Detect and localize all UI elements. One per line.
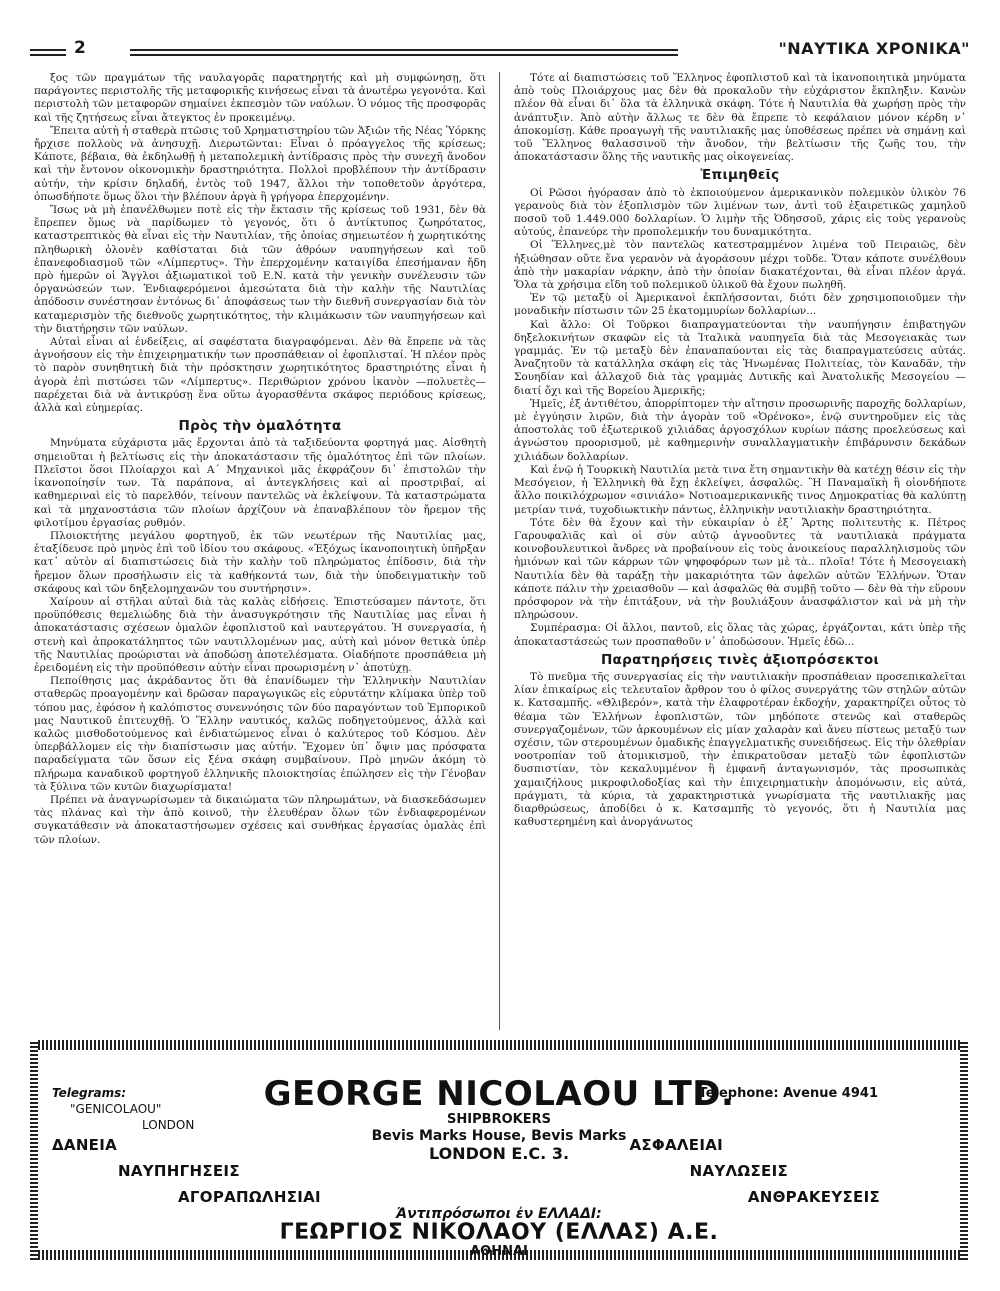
column-divider xyxy=(499,72,500,1030)
company-role: SHIPBROKERS xyxy=(447,1112,551,1127)
paragraph: Καὶ ἄλλο: Οἱ Τοῦρκοι διαπραγματεύονται τὴν ναυπήγησιν ἐπιβατηγῶν δηξελοκινήτων σκαφῶν εἰς τὰ Ἰταλικὰ ναυπηγεῖα διὰ τὰς Μεσογειακὰς των γραμμάς. Ἐν τῷ μεταξὺ δὲν ἐπαναπαύονται εἰς τὰς διαπραγματεύσεις αὐτάς. Ἀναζητοῦν τὰ κατάλληλα σκάφη εἰς τὰς Ἡνωμένας Πολιτείας, τὸν Καναδᾶν, τὴν Σουηδίαν καὶ ἀλλαχοῦ διὰ τὰς γραμμὰς Δυτικῆς καὶ Ἀνατολικῆς Μεσογείου — διατί ὄχι καὶ τῆς Βορείου Ἀμερικῆς; xyxy=(514,318,966,397)
paragraph: Μηνύματα εὐχάριστα μᾶς ἔρχονται ἀπὸ τὰ ταξιδεύοντα φορτηγά μας. Αἰσθητὴ σημειοῦται ἡ βελτίωσις εἰς τὴν ἀποκατάστασιν τῆς ὁμαλότητος ἐπὶ τῶν πλοίων. Πλεῖστοι ὅσοι Πλοίαρχοι καὶ Α΄ Μηχανικοὶ μᾶς ἐκφράζουν δι᾿ ἐπιστολῶν τὴν ἱκανοποίησίν των. Τὰ παράπονα, αἱ ἀντεγκλήσεις καὶ αἱ προστριβαί, αἱ καθημεριναὶ εἰς τὸ παρελθόν, τείνουν παντελῶς νὰ ἐκλείψουν. Τὰ καταστρώματα καὶ τὰ μηχανοστάσια τῶν πλοίων ἀρχίζουν νὰ ἐπαναβλέπουν τὸν ἤρεμον τῆς φιλοτίμου ἐργασίας ρυθμόν. xyxy=(34,437,486,529)
paragraph: Πρέπει νὰ ἀναγνωρίσωμεν τὰ δικαιώματα τῶν πληρωμάτων, νὰ διασκεδάσωμεν τὰς πλάνας καὶ τὴν ἀπὸ κοινοῦ, τὴν ἐλευθέραν ὅλων τῶν ἐνδιαφερομένων συγκατάθεσιν νὰ ἀποκαταστήσωμεν σχέσεις καὶ συνθήκας ἐργασίας ὁμαλὰς ἐπὶ τῶν πλοίων. xyxy=(34,793,486,846)
telegrams-address: "GENICOLAOU" xyxy=(70,1102,162,1116)
shipbroker-advertisement xyxy=(30,1040,968,1260)
company-name: GEORGE NICOLAOU LTD. xyxy=(263,1074,735,1114)
ad-border-top xyxy=(30,1040,968,1050)
service-right: ΑΝΘΡΑΚΕΥΣΕΙΣ xyxy=(747,1188,880,1206)
paragraph: Τὸ πνεῦμα τῆς συνεργασίας εἰς τὴν ναυτιλιακὴν προσπάθειαν προσεπικαλεῖται λίαν ἐπικαίρως εἰς τελευταῖον ἄρθρον του ὁ φίλος συνεργάτης τῶν στηλῶν αὐτῶν κ. Κατσαμπῆς. «Θλιβερόν», κατὰ τὴν ἐλαφροτέραν ἐκδοχήν, χαρακτηρίζει οὗτος τὸ θέαμα τῶν Ἑλλήνων ἐφοπλιστῶν, τῶν μηδόποτε στενῶς καὶ σταθερῶς συνεργαζομένων, τῶν ἀρκουμένων εἰς μίαν χαλαρὰν καὶ ἄνευ πίστεως μεταξύ των σχέσιν, τῶν στερουμένων ὁμαδικῆς ἐπαγγελματικῆς συνειδήσεως. Εἰς τὴν ὀλεθρίαν νοοτροπίαν τοῦ ἀτομικισμοῦ, τὴν ἐπικρατοῦσαν μεταξὺ τῶν ἐφοπλιστῶν δυσπιστίαν, τὸν κεκαλυμμένον ἢ ἐμφανῆ ἀνταγωνισμόν, τὰς προσωπικὰς χαμαιζήλους μικροφιλοδοξίας καὶ τὴν ἐπιχειρηματικὴν ἀπομόνωσιν, εἰς αὐτά, πράγματι, τὰ κύρια, τὰ χαρακτηριστικὰ γνωρίσματα τῆς ναυτιλιακῆς μας διαρθρώσεως, ἀποδίδει ὁ κ. Κατσαμπῆς τὸ γεγονός, ὅτι ἡ Ναυτιλία μας καθυστερημένη καὶ ἀνοργάνωτος xyxy=(514,670,966,829)
paragraph: Οἱ Ρῶσοι ἠγόρασαν ἀπὸ τὸ ἐκποιούμενον ἀμερικανικὸν πολεμικὸν ὑλικὸν 76 γερανοὺς διὰ τὸν ἐξοπλισμὸν τῶν λιμένων των, ἀντὶ τοῦ ἐξαιρετικῶς χαμηλοῦ ποσοῦ τοῦ 1.449.000 δολλαρίων. Ὁ λιμὴν τῆς Ὀδησσοῦ, χάρις εἰς τοὺς γερανοὺς αὐτούς, ἐπανεύρε τὴν προπολεμικήν του δυναμικότητα. xyxy=(514,186,966,239)
service-left: ΑΓΟΡΑΠΩΛΗΣΙΑΙ xyxy=(178,1188,321,1206)
paragraph: ξος τῶν πραγμάτων τῆς ναυλαγορᾶς παρατηρητής καὶ μὴ συμφώνησῃ, ὅτι παράγοντες περιστολῆς τῆς μεταφορικῆς κινήσεως εἶναι τὰ ἀνωτέρω γεγονότα. Καὶ περιστολὴ τῶν μεταφορῶν σημαίνει ἐκπεσμὸν τῶν ναύλων. Ὁ νόμος τῆς προσφορᾶς καὶ τῆς ζητήσεως εἶναι ἄτεγκτος ἐν προκειμένῳ. xyxy=(34,72,486,124)
paragraph: Αὐταὶ εἶναι αἱ ἐνδείξεις, αἱ σαφέστατα διαγραφόμεναι. Δὲν θὰ ἔπρεπε νὰ τὰς ἀγνοήσουν εἰς τὴν ἐπιχειρηματικήν των προσπάθειαν οἱ ἐφοπλισταί. Ἡ πλέον πρὸς τὸ παρὸν συνηθητικὴ διὰ τὴν πρόσκτησιν χωρητικότητος δραστηριότης εἶναι ἡ ἀγορὰ ἐπὶ πιστώσει τῶν «Λίμπερτυς». Περιθώριον χρόνου ἱκανὸν —πολυετὲς— παρέχεται διὰ νὰ ἀντικρύσῃ ἕνα οὕτω ἀγορασθέντα σκάφος περιόδους κρίσεως, ἀλλὰ καὶ εὐημερίας. xyxy=(34,336,486,415)
section-heading: Ἐπιμηθεῖς xyxy=(700,167,780,184)
greek-company-name: ΓΕΩΡΓΙΟΣ ΝΙΚΟΛΑΟΥ (ΕΛΛΑΣ) Α.Ε. xyxy=(279,1220,719,1245)
page-number: 2 xyxy=(74,38,86,58)
service-left: ΔΑΝΕΙΑ xyxy=(52,1136,118,1154)
representatives-heading: Ἀντιπρόσωποι ἐν ΕΛΛΑΔΙ: xyxy=(396,1206,602,1222)
paragraph: Ἴσως νὰ μὴ ἐπανέλθωμεν ποτὲ εἰς τὴν ἔκτασιν τῆς κρίσεως τοῦ 1931, δὲν θὰ ἔπρεπεν ὅμως νὰ παρίδωμεν τὸ γεγονός, ὅτι ὁ ἀντίκτυπος ζωηρότατος, καταστρεπτικὸς θὰ εἶναι εἰς τὴν Ναυτιλίαν, τῆς ὁποίας σημειωτέον ἡ χωρητικότης πληθωρικὴ ὁλονὲν καθίσταται διὰ τῶν ἀθρόων ναυπηγήσεων καὶ τοῦ ἐπανεφοδιασμοῦ τῶν «Λίμπερτυς». Τὴν ἐπερχομένην καταιγίδα ἐπεσήμαναν ἤδη πρὸ ἡμερῶν οἱ Ἄγγλοι ἀξιωματικοὶ τοῦ Ε.Ν. κατὰ τὴν γενικὴν συνέλευσιν τῶν ὀργανώσεών των. Ἐνδιαφερόμενοι ἀμεσώτατα διὰ τὴν καλὴν τῆς Ναυτιλίας ἀπόδοσιν συνέστησαν ἐντόνως δι᾿ ἀποφάσεως των τὴν διεθνῆ συνεργασίαν διὰ τὸν καταμερισμὸν τῆς διεθνοῦς χωρητικότητος, τὴν κλιμάκωσιν τῶν ναυπηγήσεων καὶ τὴν διατήρησιν τῶν ναύλων. xyxy=(34,204,486,335)
service-right: ΑΣΦΑΛΕΙΑΙ xyxy=(629,1136,723,1154)
company-city: LONDON E.C. 3. xyxy=(428,1144,570,1163)
section-heading: Πρὸς τὴν ὁμαλότητα xyxy=(178,418,342,435)
masthead-name: "ΝΑΥΤΙΚΑ ΧΡΟΝΙΚΑ" xyxy=(778,39,970,58)
paragraph: Τότε αἱ διαπιστώσεις τοῦ Ἕλληνος ἐφοπλιστοῦ καὶ τὰ ἱκανοποιητικὰ μηνύματα ἀπὸ τοὺς Πλοιάρχους μας δὲν θὰ προκαλοῦν τὴν εὐχάριστον ἔκπληξιν. Κανὼν πλέον θὰ εἶναι δι᾿ ὅλα τὰ ἑλληνικὰ σκάφη. Τότε ἡ Ναυτιλία θὰ χωρήσῃ πρὸς τὴν ἀνάπτυξιν. Ἀπὸ αὐτὴν ἄλλως τε δὲν θὰ ἔπρεπε τὸ κεφάλαιον μόνον κέρδη ν᾿ ἀποκομίσῃ. Κάθε προαγωγὴ τῆς ναυτιλιακῆς μας ὑποθέσεως πρέπει νὰ σημάνῃ καὶ τοῦ Ἕλληνος θαλασσινοῦ τὴν ἄνοδον, τὴν βελτίωσιν τῆς ζωῆς του, τὴν ἀποκατάστασιν ὅλης τῆς ναυτικῆς μας οἰκογενείας. xyxy=(514,72,966,164)
paragraph: Πλοιοκτήτης μεγάλου φορτηγοῦ, ἐκ τῶν νεωτέρων τῆς Ναυτιλίας μας, ἐταξίδευσε πρὸ μηνὸς ἐπὶ τοῦ ἰδίου του σκάφους. «Ἐξόχως ἱκανοποιητικὴ ὑπῆρξαν κατ᾿ αὐτὸν αἱ διαπιστώσεις διὰ τὴν καλὴν τοῦ πληρώματος ἐπίδοσιν, διὰ τὴν ἤρεμον ὅλων προσήλωσιν εἰς τὰ καθήκοντά των, διὰ τὴν ὑποδειγματικὴν τοῦ σκάφους καὶ τῶν δηξελομηχανῶν του συντήρησιν». xyxy=(34,529,486,595)
paragraph: Ἐν τῷ μεταξὺ οἱ Ἀμερικανοὶ ἐκπλήσσονται, διότι δὲν χρησιμοποιοῦμεν τὴν μοναδικὴν πίστωσιν τῶν 25 ἑκατομμυρίων δολλαρίων... xyxy=(514,292,966,318)
greek-company-city: ΑΘΗΝΑΙ xyxy=(470,1244,528,1259)
right-column xyxy=(514,72,966,1032)
paragraph: Χαίρουν αἱ στῆλαι αὐταὶ διὰ τὰς καλὰς εἰδήσεις. Ἐπιστεύσαμεν πάντοτε, ὅτι προϋπόθεσις θεμελιώδης διὰ τὴν ἀνασυγκρότησιν τῆς Ναυτιλίας μας εἶναι ἡ ἀποκατάστασις σχέσεων ὁμαλῶν ἐφοπλιστοῦ καὶ ναυτεργάτου. Ἡ συνεργασία, ἡ στενὴ καὶ ἀπροκατάληπτος τῶν ναυτιλλομένων μας, αὐτὴ καὶ μόνον θετικὰ ὑπὲρ τῆς Ναυτιλίας προώρισται νὰ ἀποδώσῃ ἀποτελέσματα. Οἱαδήποτε προσπάθεια μὴ ἐρειδομένη εἰς τὴν προϋπόθεσιν αὐτὴν εἶναι προωρισμένη ν᾿ ἀποτύχῃ. xyxy=(34,595,486,674)
page-header xyxy=(30,40,970,64)
left-column xyxy=(34,72,486,1032)
telegrams-label: Telegrams: xyxy=(52,1086,127,1100)
article-columns xyxy=(34,72,966,1032)
paragraph: Ἡμεῖς, ἐξ ἀντιθέτου, ἀπορρίπτομεν τὴν αἴτησιν προσωρινῆς παροχῆς δολλαρίων, μὲ ἐγγύησιν λιρῶν, διὰ τὴν ἀγορὰν τοῦ «Ὀρένοκο», ἐνῷ συντηροῦμεν εἰς τὰς ἀποστολὰς τοῦ ἐξωτερικοῦ χιλιάδας ἀργοσχόλων κυρίων πάσης προελεύσεως καὶ ἀγνώστου προορισμοῦ, μὲ καθημερινὴν συναλλαγματικὴν ἐπιβάρυνσιν δεκάδων χιλιάδων δολλαρίων. xyxy=(514,397,966,463)
service-left: ΝΑΥΠΗΓΗΣΕΙΣ xyxy=(118,1162,240,1180)
paragraph: Πεποίθησις μας ἀκράδαντος ὅτι θὰ ἐπανίδωμεν τὴν Ἑλληνικὴν Ναυτιλίαν σταθερῶς προαγομένην καὶ δρῶσαν παραγωγικῶς εἰς εὐρυτάτην κλίμακα ὑπὲρ τοῦ τόπου μας, ἐφόσον ἡ καλόπιστος συνεννόησις τῶν δύο παραγόντων τοῦ Ἐμπορικοῦ μας Ναυτικοῦ ἐπιτευχθῇ. Ὁ Ἕλλην ναυτικός, καλῶς ποδηγετούμενος, ἀλλὰ καὶ καλῶς μισθοδοτούμενος καὶ ἐνδιατώμενος εἶναι ὁ καλύτερος τοῦ Κόσμου. Δὲν ὑπερβάλλομεν εἰς τὴν διαπίστωσιν μας αὐτήν. Ἔχομεν ὑπ᾿ ὄψιν μας πρόσφατα παραδείγματα τῶν ὅσων εἰς ξένα σκάφη συμβαίνουν. Πρὸ μηνῶν ἀκόμη τὸ πλήρωμα καναδικοῦ φορτηγοῦ ἑλληνικῆς πλοιοκτησίας ἐπώλησεν εἰς τὴν Γένοβαν τὰ ξύλινα τῶν κυτῶν διαχωρίσματα! xyxy=(34,675,486,793)
header-rule-right xyxy=(130,49,678,56)
paragraph: Συμπέρασμα: Οἱ ἄλλοι, παντοῦ, εἰς ὅλας τὰς χώρας, ἐργάζονται, κάτι ὑπὲρ τῆς ἀποκαταστάσεώς των προσπαθοῦν ν᾿ ἀποδώσουν. Ἡμεῖς ἐδῶ... xyxy=(514,622,966,648)
service-right: ΝΑΥΛΩΣΕΙΣ xyxy=(689,1162,788,1180)
paragraph: Οἱ Ἕλληνες,μὲ τὸν παντελῶς κατεστραμμένον λιμένα τοῦ Πειραιῶς, δὲν ἠξιώθησαν οὔτε ἕνα γερανὸν νὰ ἀγοράσουν μέχρι τοῦδε. Ὅταν κάποτε συνέλθουν ἀπὸ τὴν μακαρίαν νάρκην, ἀπὸ τὴν ὁποίαν διακατέχονται, θὰ εἶναι πλέον ἀργά. Ὅλα τὰ χρήσιμα εἴδη τοῦ πολεμικοῦ ὑλικοῦ θὰ ἔχουν πωληθῆ. xyxy=(514,239,966,292)
section-heading: Παρατηρήσεις τινὲς ἀξιοπρόσεκτοι xyxy=(600,651,880,668)
telephone: Telephone: Avenue 4941 xyxy=(698,1086,878,1101)
telegrams-city: LONDON xyxy=(142,1118,195,1132)
header-rule-left xyxy=(30,49,66,56)
company-address: Bevis Marks House, Bevis Marks xyxy=(371,1128,627,1144)
paragraph: Τότε δὲν θὰ ἔχουν καὶ τὴν εὐκαιρίαν ὁ ἐξ᾿ Ἄρτης πολιτευτὴς κ. Πέτρος Γαρουφαλιᾶς καὶ οἱ σὺν αὐτῷ ἀγνοοῦντες τὰ ναυτιλιακὰ πράγματα κοινοβουλευτικοὶ ἄνδρες νὰ προβαίνουν εἰς τοὺς ἀνοικείους παραλληλισμοὺς τῶν ἡμιόνων καὶ τῶν κάρρων τῶν ψηφοφόρων των μὲ τὰ.. πλοῖα! Τότε ἡ Μεσογειακὴ Ναυτιλία δὲν θὰ ταράξῃ τὴν μακαριότητα τῶν ἀφελῶν αὐτῶν Ἑλλήνων. Ὅταν κάποτε πάλιν τὴν χρειασθοῦν — καὶ ἀσφαλῶς θὰ συμβῇ τοῦτο — δὲν θὰ τὴν εὕρουν πρόσφορον νὰ τὴν ἐπιτάξουν, νὰ τὴν βουλιάξουν ἀνασφάλιστον καὶ νὰ μὴ τὴν πληρώσουν. xyxy=(514,516,966,622)
paragraph: Ἔπειτα αὐτὴ ἡ σταθερὰ πτῶσις τοῦ Χρηματιστηρίου τῶν Ἀξιῶν τῆς Νέας Ὑόρκης ἤρχισε πολλοὺς νὰ ἀνησυχῇ. Διερωτῶνται: Εἶναι ὁ πρόαγγελος τῆς κρίσεως; Κάποτε, βέβαια, θὰ ἐκδηλωθῇ ἡ μεταπολεμικὴ ἀντίδρασις πρὸς τὴν συνεχῆ ἄνοδον καὶ τὴν ἔντονον οἰκονομικὴν δραστηριότητα. Πολλοὶ προβλέπουν τὴν ἀντίδρασιν αὐτήν, τὴν κρίσιν δηλαδή, ἐντὸς τοῦ 1947, ἄλλοι τὴν τοποθετοῦν ἀργότερα, ὁπωσδήποτε ὅμως ὅλοι τὴν βλέπουν ἀργὰ ἢ γρήγορα ἐπερχομένην. xyxy=(34,124,486,203)
paragraph: Καὶ ἐνῷ ἡ Τουρκικὴ Ναυτιλία μετὰ τινα ἔτη σημαντικὴν θὰ κατέχῃ θέσιν εἰς τὴν Μεσόγειον, ἡ Ἑλληνικὴ θὰ ἔχῃ ἐκλείψει, ἀσφαλῶς. Ἢ Παναμαϊκὴ ἢ οἱονδήποτε ἄλλο ποικιλόχρωμον «σινιάλο» Νοτιοαμερικανικῆς τινος Δημοκρατίας θὰ καλύπτῃ μετρίαν τινά, τυχοδιωκτικὴν πάντως, ἑλληνικὴν ναυτιλιακὴν δραστηριότητα. xyxy=(514,463,966,516)
